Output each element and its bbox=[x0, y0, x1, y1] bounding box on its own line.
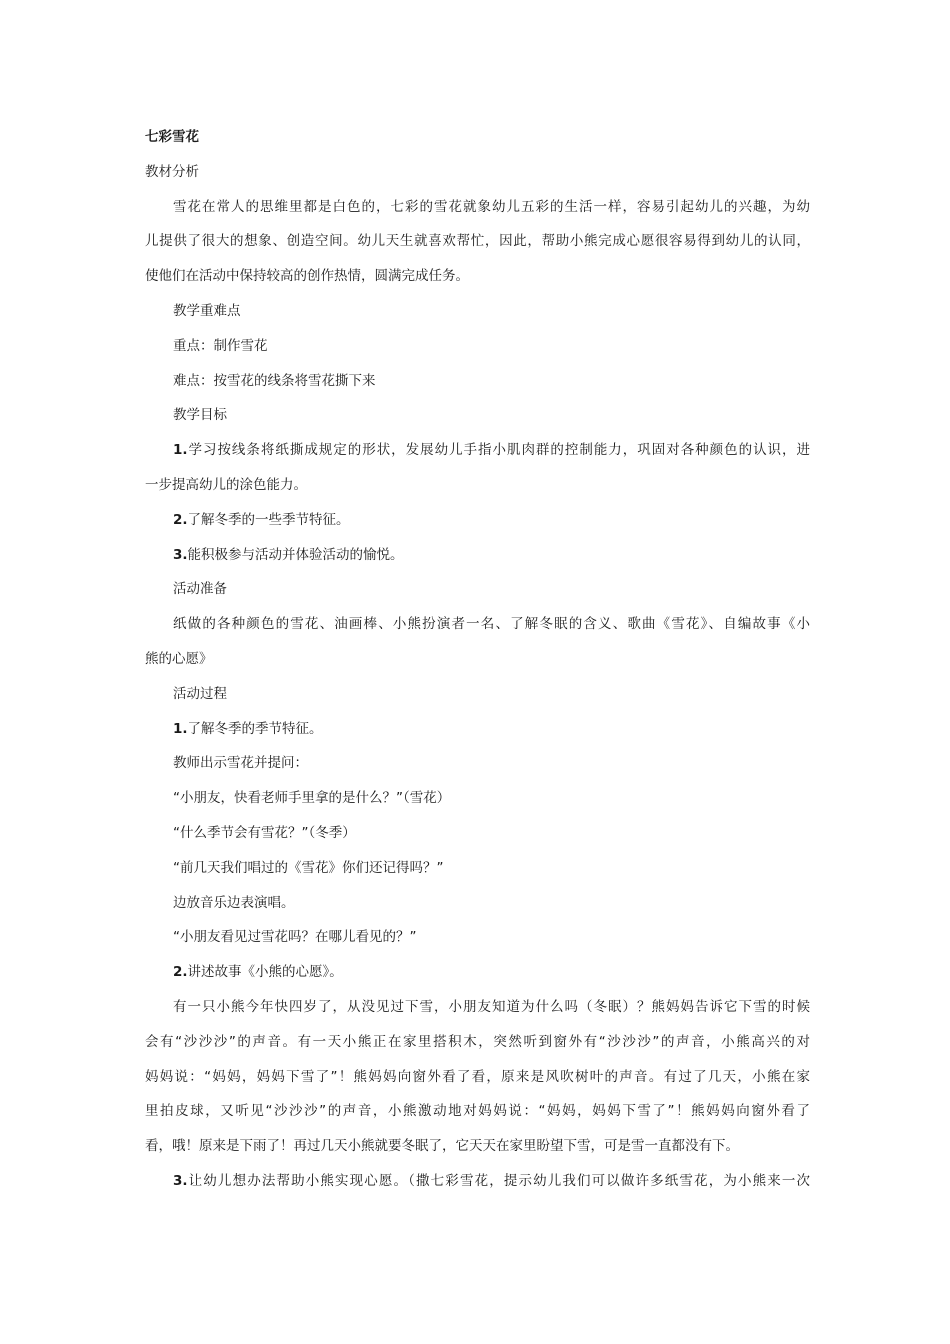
goal-item-1-continued: 一步提高幼儿的涂色能力。 bbox=[145, 476, 307, 493]
prep-line: 熊的心愿》 bbox=[145, 650, 213, 667]
step-text: 让幼儿想办法帮助小熊实现心愿。（撒七彩雪花，提示幼儿我们可以做许多纸雪花，为小熊来一次 bbox=[187, 1172, 810, 1189]
prep-line: 纸做的各种颜色的雪花、油画棒、小熊扮演者一名、了解冬眠的含义、歌曲《雪花》、自编故事《小 bbox=[173, 616, 810, 633]
goal-item-2 bbox=[145, 503, 810, 538]
story-line: 有一只小熊今年快四岁了，从没见过下雪，小朋友知道为什么吗（冬眠）？熊妈妈告诉它下雪的时候 bbox=[173, 998, 810, 1015]
section-heading-analysis: 教材分析 bbox=[145, 163, 199, 180]
section-heading-prep: 活动准备 bbox=[173, 581, 227, 598]
step-item-3 bbox=[145, 1164, 810, 1199]
story-line: 会有“沙沙沙”的声音。有一天小熊正在家里搭积木，突然听到窗外有“沙沙沙”的声音，小熊高兴的对 bbox=[145, 1033, 810, 1050]
goal-text: 了解冬季的一些季节特征。 bbox=[187, 511, 350, 528]
activity-line: 边放音乐边表演唱。 bbox=[173, 894, 295, 911]
story-line: 看，哦！原来是下雨了！再过几天小熊就要冬眠了，它天天在家里盼望下雪，可是雪一直都没有下。 bbox=[145, 1138, 739, 1155]
step-number: 2. bbox=[173, 964, 188, 981]
paragraph-line: 使他们在活动中保持较高的创作热情，圆满完成任务。 bbox=[145, 268, 469, 285]
step-number: 1. bbox=[173, 720, 188, 737]
goal-number: 2. bbox=[173, 511, 188, 528]
keypoint-text: 重点：制作雪花 bbox=[173, 337, 268, 354]
step-number: 3. bbox=[173, 1172, 188, 1189]
difficulty-text: 难点：按雪花的线条将雪花撕下来 bbox=[173, 372, 376, 389]
step-item-1 bbox=[145, 712, 810, 747]
document-title: 七彩雪花 bbox=[145, 129, 199, 145]
story-line: 妈妈说：“妈妈，妈妈下雪了”！熊妈妈向窗外看了看，原来是风吹树叶的声音。有过了几天，小熊在家 bbox=[145, 1068, 810, 1085]
section-heading-process: 活动过程 bbox=[173, 685, 227, 702]
goal-item-3 bbox=[145, 538, 810, 573]
document-page bbox=[145, 120, 810, 1199]
question-line: “小朋友看见过雪花吗？在哪儿看见的？” bbox=[173, 929, 417, 946]
goal-item-1 bbox=[145, 433, 810, 468]
goal-number: 3. bbox=[173, 546, 188, 563]
section-heading-goals: 教学目标 bbox=[173, 407, 227, 424]
section-heading-keypoints: 教学重难点 bbox=[173, 302, 241, 319]
step-text: 了解冬季的季节特征。 bbox=[187, 720, 323, 737]
goal-number: 1. bbox=[173, 442, 188, 459]
goal-text: 能积极参与活动并体验活动的愉悦。 bbox=[187, 546, 404, 563]
paragraph-line: 雪花在常人的思维里都是白色的，七彩的雪花就象幼儿五彩的生活一样，容易引起幼儿的兴趣，为幼 bbox=[173, 198, 810, 215]
goal-text: 学习按线条将纸撕成规定的形状，发展幼儿手指小肌肉群的控制能力，巩固对各种颜色的认识，进 bbox=[187, 442, 810, 459]
story-line: 里拍皮球，又听见“沙沙沙”的声音，小熊激动地对妈妈说：“妈妈，妈妈下雪了”！熊妈妈向窗外看了 bbox=[145, 1103, 810, 1120]
step-text: 讲述故事《小熊的心愿》。 bbox=[187, 964, 343, 981]
question-line: “前几天我们唱过的《雪花》你们还记得吗？” bbox=[173, 859, 444, 876]
teacher-prompt: 教师出示雪花并提问： bbox=[173, 755, 308, 772]
step-item-2 bbox=[145, 955, 810, 990]
paragraph-line: 儿提供了很大的想象、创造空间。幼儿天生就喜欢帮忙，因此，帮助小熊完成心愿很容易得到幼儿的认同， bbox=[145, 233, 810, 250]
question-line: “小朋友，快看老师手里拿的是什么？”（雪花） bbox=[173, 790, 451, 807]
question-line: “什么季节会有雪花？”（冬季） bbox=[173, 824, 356, 841]
